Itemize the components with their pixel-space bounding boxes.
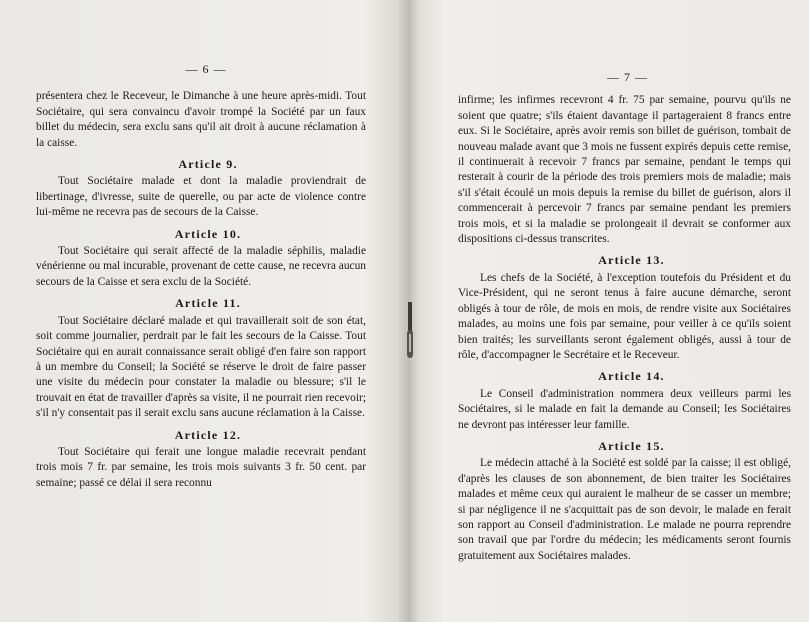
paragraph: Tout Sociétaire déclaré malade et qui travaillerait soit de son état, soit comme journalier, perdrait par le fait les secours de la Caisse. Tout Sociétaire qui en aurait connaissance serait obligé d'en faire son rapport à un membre du Conseil; la Société se réserve le droit de faire passer une visite du médecin pour constater la maladie ou blessure; s'il le trouvait en état de travailler d'après sa visite, il ne pourrait rien recevoir; s'il n'y consentait pas il serait exclu sans aucune réclamation à la Caisse. — [36, 314, 366, 420]
paragraph: présentera chez le Receveur, le Dimanche à une heure après-midi. Tout Sociétaire, qui sera convaincu d'avoir trompé la Société par un faux billet du médecin, sera exclu sans qu'il ait droit à aucune réclamation à la caisse. — [36, 90, 366, 149]
paragraph: Les chefs de la Société, à l'exception toutefois du Président et du Vice-Président, qui ne seront tenus à faire aucune démarche, seront obligés à tour de rôle, de mois en mois, de rendre visite aux Sociétaires malades, au moins une fois par semaine, pour veiller à ce qu'ils soient bien traités; les surveillants seront également obligés, aussi à tour de rôle, d'accompagner le Secrétaire et le Receveur. — [458, 271, 791, 361]
page-number: — 6 — — [185, 62, 227, 76]
article-heading: Article 12. — [174, 427, 242, 442]
article-heading: Article 11. — [175, 296, 241, 311]
paragraph: Tout Sociétaire malade et dont la maladie proviendrait de libertinage, d'ivresse, suite de querelle, ou par acte de violence contre lui-même ne recevra pas de secours de la Caisse. — [36, 175, 366, 219]
paragraph: infirme; les infirmes recevront 4 fr. 75 par semaine, pourvu qu'ils ne soient que quatre; s'ils étaient davantage il partageraient 8 francs entre eux. Si le Sociétaire, après avoir remis son billet de guérison, tombait de nouveau malade avant que 3 mois ne fussent expirés depuis cette remise, il continuerait à recevoir 7 francs par semaine, pendant le temps qui resterait à courir de la période des trois premiers mois de maladie; mais s'il s'était écoulé un mois depuis la remise du billet de guérison, alors il commencerait à percevoir 7 francs par semaine pendant les premiers trois mois, et si la maladie se prolongeait il devrait se conformer aux dispositions ci-dessus transcrites. — [458, 94, 791, 246]
paragraph: Le médecin attaché à la Société est soldé par la caisse; il est obligé, d'après les clauses de son abonnement, de bien traiter les Sociétaires malades et même ceux qui auraient le malheur de se casser un membre; si par négligence il ne s'acquittait pas de son devoir, le malade en ferait son rapport au Conseil d'administration. Le malade ne pourra reprendre son travail que par l'ordre du médecin; les médicaments seront fournis gratuitement aux Sociétaires malades. — [458, 457, 791, 562]
article-heading: Article 13. — [598, 253, 665, 268]
page-number: — 7 — — [607, 70, 648, 84]
article-heading: Article 15. — [598, 438, 665, 453]
page-6 — [36, 62, 366, 491]
paragraph: Tout Sociétaire qui serait affecté de la maladie séphilis, maladie vénérienne ou mal incurable, provenant de cette cause, ne recevra aucun secours de la Caisse et sera exclu de la Société. — [36, 245, 366, 288]
article-heading: Article 9. — [178, 157, 238, 172]
article-heading: Article 10. — [174, 226, 242, 241]
article-heading: Article 14. — [598, 369, 665, 384]
page-7 — [458, 70, 791, 564]
staple — [404, 300, 416, 362]
paragraph: Tout Sociétaire qui ferait une longue maladie recevrait pendant trois mois 7 fr. par semaine, les trois mois suivants 3 fr. 50 cent. par semaine; passé ce délai il sera reconnu — [36, 445, 366, 489]
paragraph: Le Conseil d'administration nommera deux veilleurs parmi les Sociétaires, si le malade en fait la demande au Conseil; les Sociétaires ne devront pas intéresser leur famille. — [458, 387, 791, 431]
